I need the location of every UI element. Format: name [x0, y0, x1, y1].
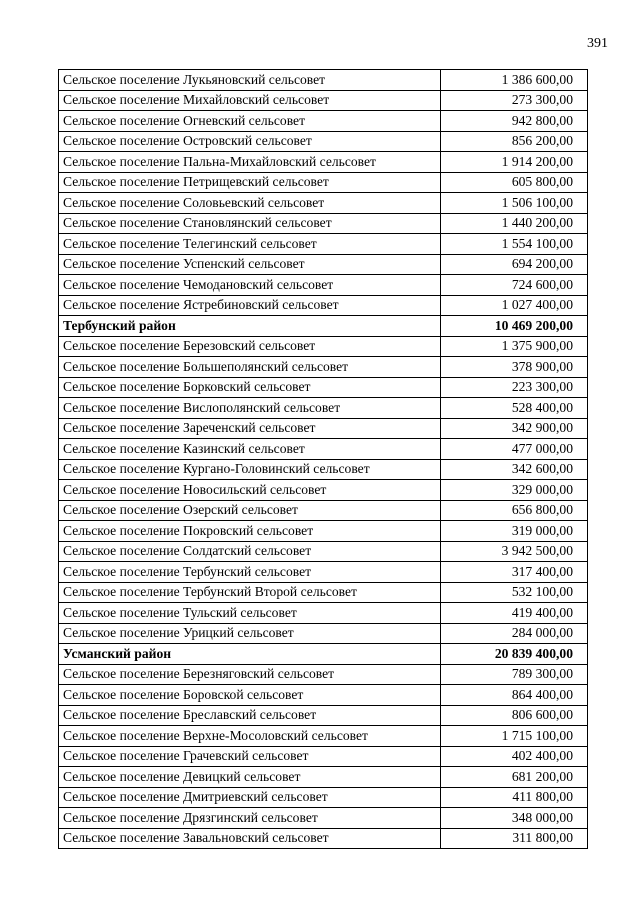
settlement-name: Сельское поселение Лукьяновский сельсовет: [59, 70, 441, 91]
table-row: [59, 131, 588, 152]
settlement-name: Сельское поселение Соловьевский сельсовет: [59, 193, 441, 214]
table-row: [59, 787, 588, 808]
settlement-amount: 348 000,00: [441, 808, 588, 829]
settlement-amount: 605 800,00: [441, 172, 588, 193]
settlement-amount: 329 000,00: [441, 480, 588, 501]
settlement-name: Сельское поселение Борковский сельсовет: [59, 377, 441, 398]
table-row: [59, 90, 588, 111]
settlement-name: Сельское поселение Петрищевский сельсовет: [59, 172, 441, 193]
settlement-amount: 477 000,00: [441, 439, 588, 460]
settlement-name: Сельское поселение Пальна-Михайловский сельсовет: [59, 152, 441, 173]
settlement-name: Сельское поселение Огневский сельсовет: [59, 111, 441, 132]
table-row: [59, 480, 588, 501]
settlement-name: Сельское поселение Большеполянский сельсовет: [59, 357, 441, 378]
table-row: [59, 808, 588, 829]
settlement-amount: 528 400,00: [441, 398, 588, 419]
settlement-amount: 864 400,00: [441, 685, 588, 706]
table-row: [59, 152, 588, 173]
settlement-name: Сельское поселение Вислополянский сельсовет: [59, 398, 441, 419]
settlement-amount: 311 800,00: [441, 828, 588, 849]
table-row: [59, 541, 588, 562]
table-row: [59, 254, 588, 275]
settlement-amount: 342 600,00: [441, 459, 588, 480]
table-row: [59, 623, 588, 644]
settlement-amount: 532 100,00: [441, 582, 588, 603]
district-amount: 20 839 400,00: [441, 644, 588, 665]
district-amount: 10 469 200,00: [441, 316, 588, 337]
table-row: [59, 111, 588, 132]
settlement-name: Сельское поселение Боровской сельсовет: [59, 685, 441, 706]
settlement-name: Сельское поселение Кургано-Головинский сельсовет: [59, 459, 441, 480]
settlement-amount: 411 800,00: [441, 787, 588, 808]
table-row: [59, 685, 588, 706]
settlement-amount: 1 914 200,00: [441, 152, 588, 173]
settlement-amount: 1 375 900,00: [441, 336, 588, 357]
table-row: [59, 418, 588, 439]
table-row: [59, 767, 588, 788]
settlement-amount: 284 000,00: [441, 623, 588, 644]
settlement-amount: 656 800,00: [441, 500, 588, 521]
settlement-name: Сельское поселение Становлянский сельсовет: [59, 213, 441, 234]
settlement-name: Сельское поселение Тербунский Второй сельсовет: [59, 582, 441, 603]
settlement-name: Сельское поселение Новосильский сельсовет: [59, 480, 441, 501]
settlement-amount: 724 600,00: [441, 275, 588, 296]
table-row: [59, 726, 588, 747]
settlement-name: Сельское поселение Тербунский сельсовет: [59, 562, 441, 583]
settlement-name: Сельское поселение Дмитриевский сельсовет: [59, 787, 441, 808]
settlement-amount: 694 200,00: [441, 254, 588, 275]
settlement-name: Сельское поселение Казинский сельсовет: [59, 439, 441, 460]
settlement-name: Сельское поселение Березняговский сельсовет: [59, 664, 441, 685]
settlement-amount: 1 715 100,00: [441, 726, 588, 747]
settlement-name: Сельское поселение Зареченский сельсовет: [59, 418, 441, 439]
table-row: [59, 705, 588, 726]
settlement-name: Сельское поселение Успенский сельсовет: [59, 254, 441, 275]
settlement-amount: 402 400,00: [441, 746, 588, 767]
settlement-amount: 223 300,00: [441, 377, 588, 398]
settlement-amount: 806 600,00: [441, 705, 588, 726]
settlement-amount: 342 900,00: [441, 418, 588, 439]
settlement-name: Сельское поселение Ястребиновский сельсовет: [59, 295, 441, 316]
table-row: [59, 213, 588, 234]
budget-table-body: [59, 70, 588, 849]
settlement-amount: 3 942 500,00: [441, 541, 588, 562]
table-row: [59, 172, 588, 193]
settlement-amount: 378 900,00: [441, 357, 588, 378]
table-row: [59, 828, 588, 849]
table-row: [59, 746, 588, 767]
table-row: [59, 459, 588, 480]
table-row: [59, 562, 588, 583]
settlement-name: Сельское поселение Завальновский сельсовет: [59, 828, 441, 849]
settlement-amount: 1 554 100,00: [441, 234, 588, 255]
settlement-name: Сельское поселение Тульский сельсовет: [59, 603, 441, 624]
district-name: Усманский район: [59, 644, 441, 665]
table-row: [59, 582, 588, 603]
settlement-amount: 273 300,00: [441, 90, 588, 111]
settlement-amount: 1 506 100,00: [441, 193, 588, 214]
settlement-name: Сельское поселение Озерский сельсовет: [59, 500, 441, 521]
settlement-name: Сельское поселение Михайловский сельсовет: [59, 90, 441, 111]
settlement-name: Сельское поселение Солдатский сельсовет: [59, 541, 441, 562]
table-row: [59, 193, 588, 214]
table-row: [59, 521, 588, 542]
table-row: [59, 664, 588, 685]
table-row: [59, 603, 588, 624]
settlement-amount: 942 800,00: [441, 111, 588, 132]
table-row: [59, 500, 588, 521]
district-name: Тербунский район: [59, 316, 441, 337]
table-row: [59, 70, 588, 91]
settlement-amount: 1 386 600,00: [441, 70, 588, 91]
settlement-amount: 419 400,00: [441, 603, 588, 624]
settlement-amount: 856 200,00: [441, 131, 588, 152]
table-row: [59, 234, 588, 255]
settlement-name: Сельское поселение Дрязгинский сельсовет: [59, 808, 441, 829]
settlement-name: Сельское поселение Грачевский сельсовет: [59, 746, 441, 767]
table-row: [59, 357, 588, 378]
district-total-row: [59, 644, 588, 665]
table-row: [59, 336, 588, 357]
budget-table: [58, 69, 588, 849]
settlement-name: Сельское поселение Чемодановский сельсовет: [59, 275, 441, 296]
table-row: [59, 439, 588, 460]
table-row: [59, 275, 588, 296]
settlement-name: Сельское поселение Березовский сельсовет: [59, 336, 441, 357]
settlement-name: Сельское поселение Телегинский сельсовет: [59, 234, 441, 255]
settlement-amount: 1 027 400,00: [441, 295, 588, 316]
page-number: 391: [587, 36, 608, 51]
settlement-name: Сельское поселение Бреславский сельсовет: [59, 705, 441, 726]
settlement-amount: 789 300,00: [441, 664, 588, 685]
district-total-row: [59, 316, 588, 337]
settlement-amount: 319 000,00: [441, 521, 588, 542]
settlement-name: Сельское поселение Девицкий сельсовет: [59, 767, 441, 788]
settlement-name: Сельское поселение Верхне-Мосоловский сельсовет: [59, 726, 441, 747]
settlement-name: Сельское поселение Урицкий сельсовет: [59, 623, 441, 644]
settlement-name: Сельское поселение Островский сельсовет: [59, 131, 441, 152]
table-row: [59, 295, 588, 316]
settlement-amount: 317 400,00: [441, 562, 588, 583]
settlement-amount: 681 200,00: [441, 767, 588, 788]
settlement-name: Сельское поселение Покровский сельсовет: [59, 521, 441, 542]
table-row: [59, 377, 588, 398]
settlement-amount: 1 440 200,00: [441, 213, 588, 234]
table-row: [59, 398, 588, 419]
